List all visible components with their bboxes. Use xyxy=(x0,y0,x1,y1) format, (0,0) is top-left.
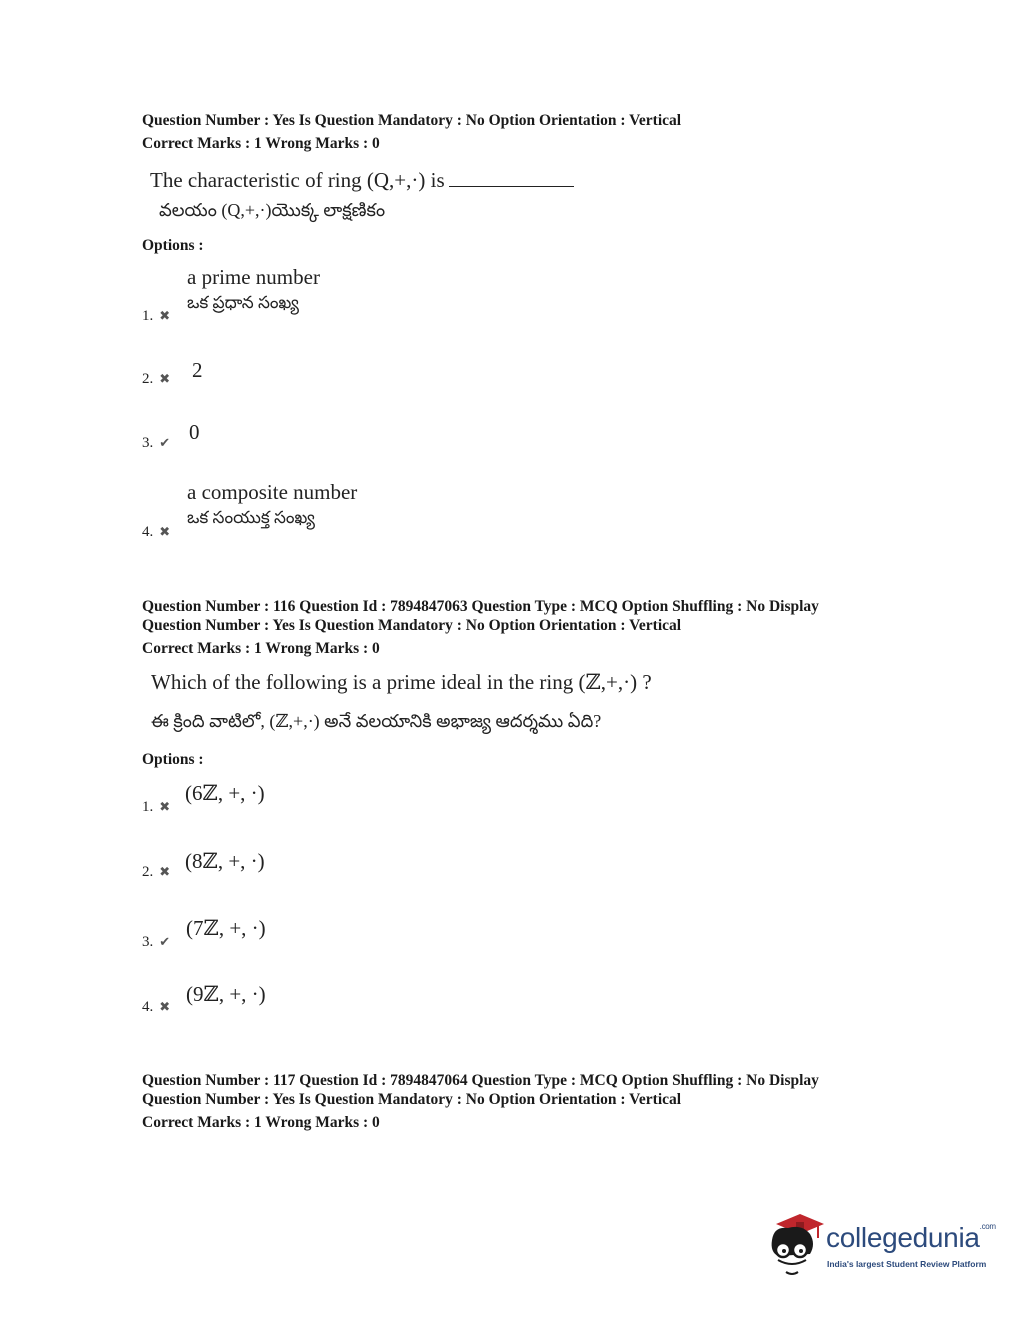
wrong-cross-icon: ✖ xyxy=(159,999,171,1014)
marks-meta-line: Correct Marks : 1 Wrong Marks : 0 xyxy=(142,135,380,152)
question-id-meta-line: Question Number : 117 Question Id : 7894847064 Question Type : MCQ Option Shuffling : No Display xyxy=(142,1072,819,1089)
option-4-text-te: ఒక సంయుక్త సంఖ్య xyxy=(187,508,315,527)
brand-suffix: .com xyxy=(979,1222,996,1231)
option-1-text-en: a prime number xyxy=(187,265,320,289)
correct-check-icon: ✔ xyxy=(159,435,171,450)
option-2-text: 2 xyxy=(192,358,203,382)
option-4-text-en: a composite number xyxy=(187,480,358,504)
option-3-text: 0 xyxy=(189,420,200,444)
wrong-cross-icon: ✖ xyxy=(159,799,171,814)
wrong-cross-icon: ✖ xyxy=(159,371,171,386)
option-1-text-te: ఒక ప్రధాన సంఖ్య xyxy=(187,293,299,312)
question-id-meta-line: Question Number : 116 Question Id : 7894847063 Question Type : MCQ Option Shuffling : No Display xyxy=(142,598,819,615)
option-1-text: (6ℤ, +, ·) xyxy=(185,781,265,805)
options-label: Options : xyxy=(142,751,204,768)
options-label: Options : xyxy=(142,237,204,254)
question-text-en: Which of the following is a prime ideal in the ring (ℤ,+,·) ? xyxy=(151,670,652,694)
wrong-cross-icon: ✖ xyxy=(159,308,171,323)
marks-meta-line: Correct Marks : 1 Wrong Marks : 0 xyxy=(142,640,380,657)
correct-check-icon: ✔ xyxy=(159,934,171,949)
question-text-te: ఈ క్రింది వాటిలో, (ℤ,+,·) అనే వలయానికి అభాజ్య ఆదర్శము ఏది? xyxy=(151,711,602,731)
question-text-en: The characteristic of ring (Q,+,·) is xyxy=(150,168,574,193)
option-4-number: 4. ✖ xyxy=(142,524,171,540)
option-4-text: (9ℤ, +, ·) xyxy=(186,982,266,1006)
option-3-number: 3. ✔ xyxy=(142,435,171,451)
wrong-cross-icon: ✖ xyxy=(159,524,171,539)
option-3-text: (7ℤ, +, ·) xyxy=(186,916,266,940)
answer-blank xyxy=(449,168,574,187)
question-meta-line: Question Number : Yes Is Question Mandatory : No Option Orientation : Vertical xyxy=(142,112,682,129)
mascot-icon xyxy=(766,1210,828,1282)
option-2-text: (8ℤ, +, ·) xyxy=(185,849,265,873)
brand-tagline: India's largest Student Review Platform xyxy=(827,1259,987,1269)
brand-name: collegedunia$^{.com}$ xyxy=(826,1222,996,1253)
option-4-number: 4. ✖ xyxy=(142,999,171,1015)
question-meta-line: Question Number : Yes Is Question Mandatory : No Option Orientation : Vertical xyxy=(142,617,682,634)
question-meta-line: Question Number : Yes Is Question Mandatory : No Option Orientation : Vertical xyxy=(142,1091,682,1108)
wrong-cross-icon: ✖ xyxy=(159,864,171,879)
option-3-number: 3. ✔ xyxy=(142,934,171,950)
option-1-number: 1. ✖ xyxy=(142,308,171,324)
marks-meta-line: Correct Marks : 1 Wrong Marks : 0 xyxy=(142,1114,380,1131)
question-text-te: వలయం (Q,+,·)యొక్క లాక్షణికం xyxy=(159,200,386,220)
option-2-number: 2. ✖ xyxy=(142,864,171,880)
option-1-number: 1. ✖ xyxy=(142,799,171,815)
option-2-number: 2. ✖ xyxy=(142,371,171,387)
